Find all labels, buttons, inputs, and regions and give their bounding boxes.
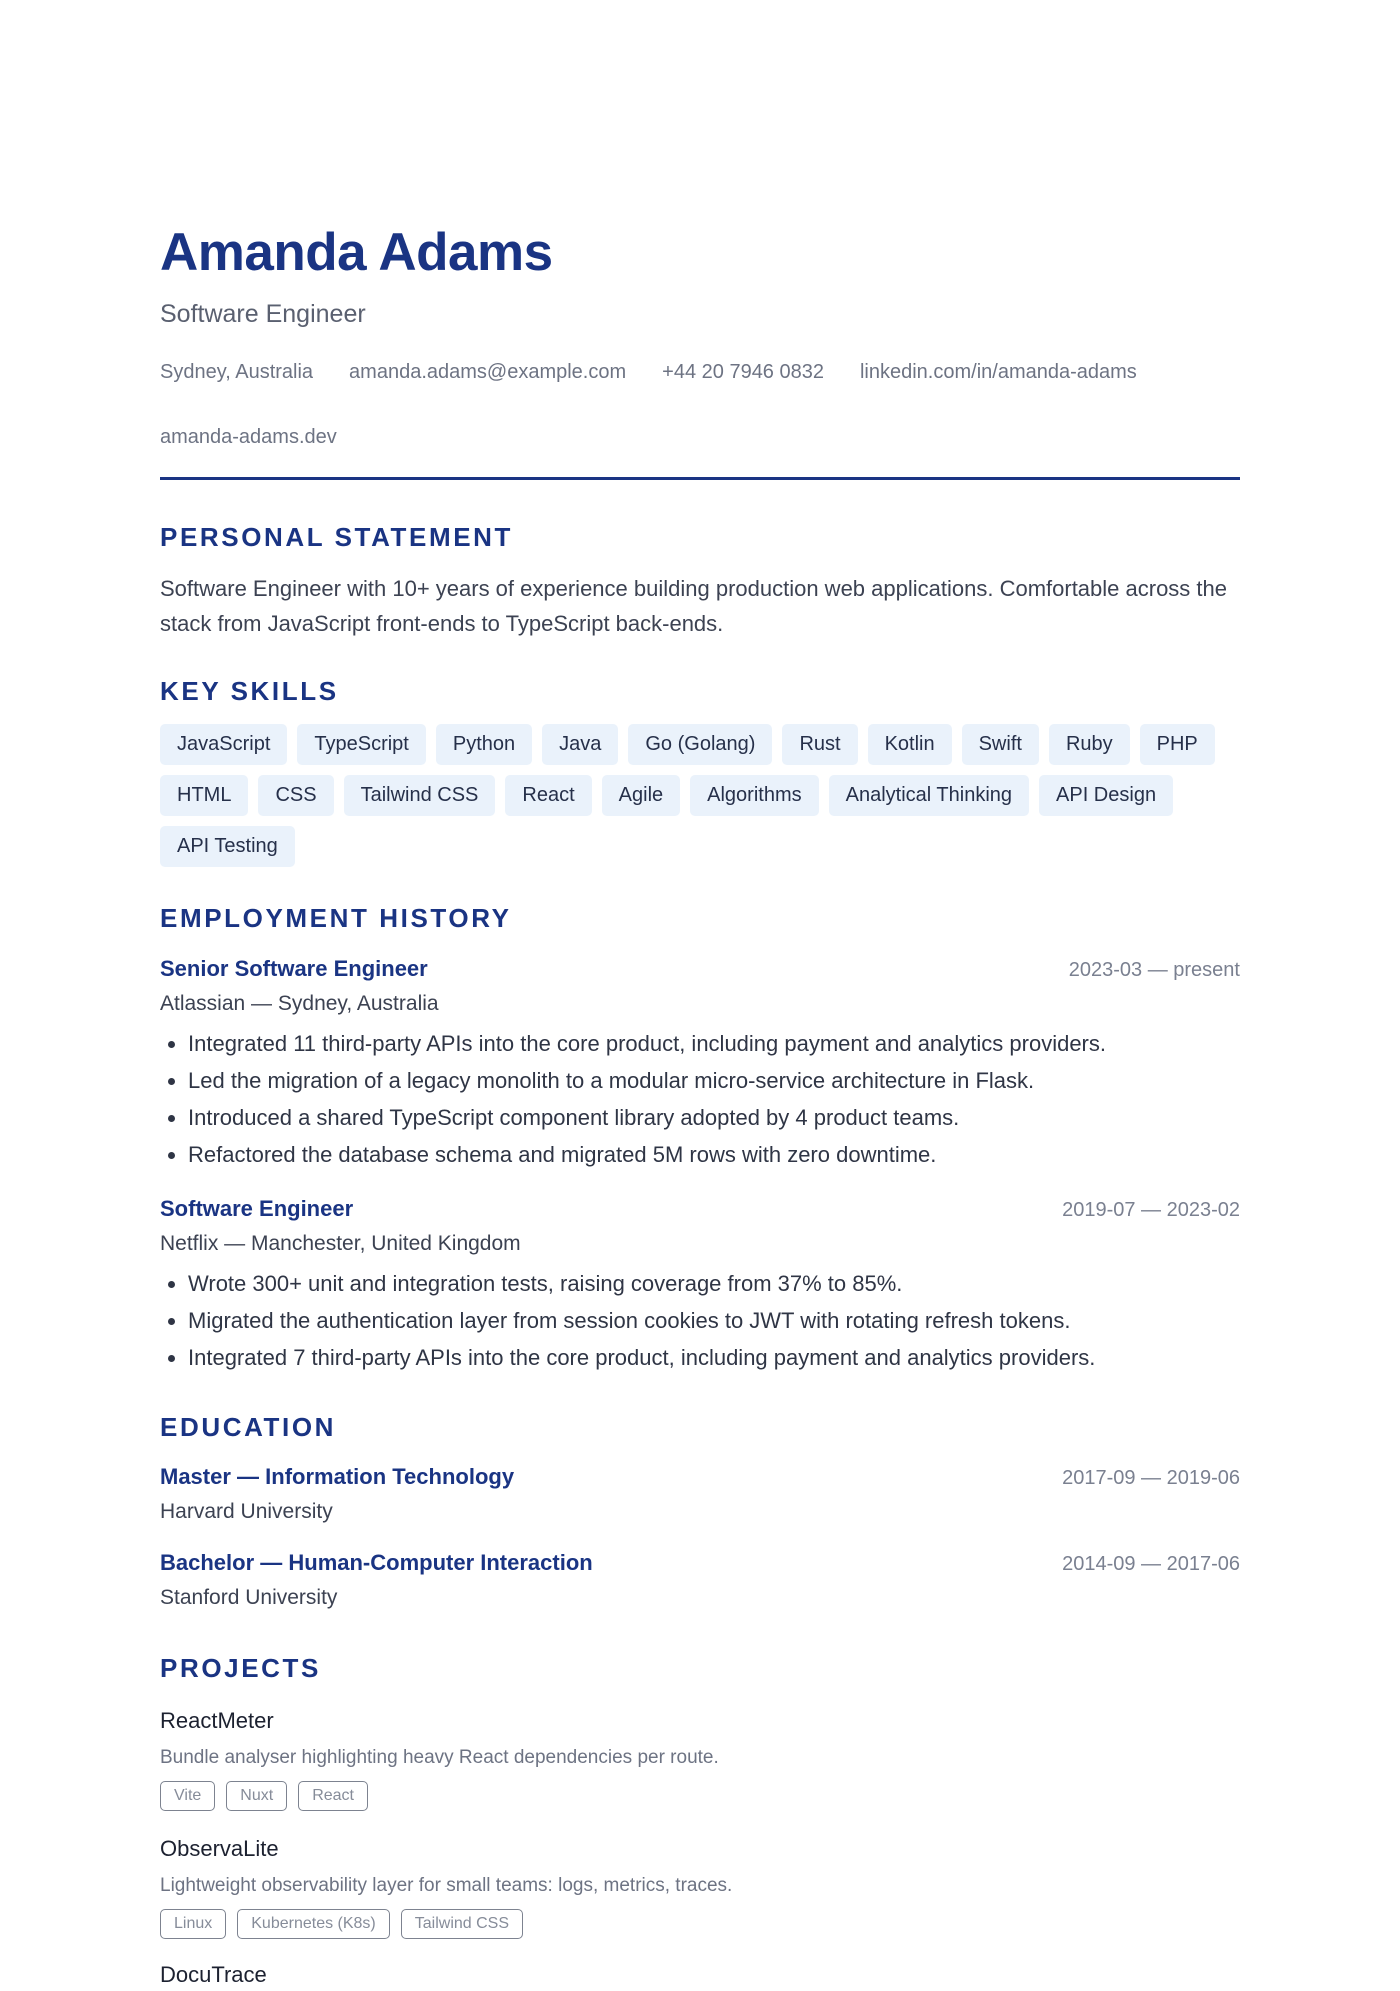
education-dates: 2014-09 — 2017-06 <box>1062 1553 1240 1575</box>
job-bullet: • Refactored the database schema and migrated 5M rows with zero downtime. <box>188 1136 1240 1173</box>
job-bullet: • Wrote 300+ unit and integration tests, raising coverage from 37% to 85%. <box>188 1265 1240 1302</box>
skill-chip: Go (Golang) <box>628 724 772 765</box>
education-school: Harvard University <box>160 1500 333 1523</box>
education-degree: Bachelor — Human-Computer Interaction <box>160 1550 593 1575</box>
skill-chip: Java <box>542 724 618 765</box>
project-tag: Nuxt <box>226 1781 287 1811</box>
contact-location: Sydney, Australia <box>160 361 314 383</box>
skill-chip: Tailwind CSS <box>344 775 496 816</box>
project-entry <box>160 1705 1240 1811</box>
skill-chip: API Testing <box>160 826 295 867</box>
contact-phone[interactable]: +44 20 7946 0832 <box>662 361 824 383</box>
skill-chip: Agile <box>602 775 680 816</box>
project-name: ReactMeter <box>160 1708 274 1733</box>
job-organization: Atlassian — Sydney, Australia <box>160 992 439 1015</box>
project-tags <box>160 1909 1240 1939</box>
candidate-headline: Software Engineer <box>160 300 366 328</box>
skill-chip: Algorithms <box>690 775 818 816</box>
job-bullet: • Led the migration of a legacy monolith to a modular micro-service architecture in Flask. <box>188 1062 1240 1099</box>
contact-website[interactable]: amanda-adams.dev <box>160 426 337 448</box>
skill-chip: Analytical Thinking <box>829 775 1029 816</box>
project-tag: Vite <box>160 1781 215 1811</box>
skill-chip: HTML <box>160 775 248 816</box>
project-tag: Linux <box>160 1909 226 1939</box>
job-bullets <box>160 1265 1240 1376</box>
job-role: Software Engineer <box>160 1196 354 1221</box>
job-bullet: • Integrated 7 third-party APIs into the core product, including payment and analytics providers. <box>188 1339 1240 1376</box>
header-divider <box>160 477 1240 480</box>
skill-chip: Kotlin <box>868 724 952 765</box>
project-tag: React <box>298 1781 368 1811</box>
job-bullet: • Migrated the authentication layer from session cookies to JWT with rotating refresh tokens. <box>188 1302 1240 1339</box>
project-description: Lightweight observability layer for small teams: logs, metrics, traces. <box>160 1875 733 1896</box>
section-title-employment-history: EMPLOYMENT HISTORY <box>160 903 512 933</box>
skill-chip: PHP <box>1140 724 1215 765</box>
skill-chip: React <box>505 775 591 816</box>
job-bullets <box>160 1025 1240 1173</box>
education-school: Stanford University <box>160 1586 338 1609</box>
job-role: Senior Software Engineer <box>160 956 428 981</box>
project-tag: Tailwind CSS <box>401 1909 523 1939</box>
project-name-partial: DocuTrace <box>160 1962 267 1987</box>
skill-chip: API Design <box>1039 775 1173 816</box>
skill-chip: TypeScript <box>297 724 425 765</box>
skills-list <box>160 724 1240 867</box>
education-entry <box>160 1461 1240 1528</box>
job-bullet: • Introduced a shared TypeScript component library adopted by 4 product teams. <box>188 1099 1240 1136</box>
contact-linkedin[interactable]: linkedin.com/in/amanda-adams <box>859 361 1137 383</box>
job-bullet: • Integrated 11 third-party APIs into the core product, including payment and analytics providers. <box>188 1025 1240 1062</box>
project-description: Bundle analyser highlighting heavy React dependencies per route. <box>160 1747 719 1768</box>
project-tag: Kubernetes (K8s) <box>237 1909 390 1939</box>
skill-chip: Ruby <box>1049 724 1130 765</box>
resume-page <box>160 218 1240 1991</box>
contact-list <box>160 356 1240 486</box>
section-title-key-skills: KEY SKILLS <box>160 676 339 706</box>
skill-chip: CSS <box>258 775 333 816</box>
job-entry <box>160 1193 1240 1376</box>
project-entry <box>160 1833 1240 1939</box>
job-dates: 2019-07 — 2023-02 <box>1062 1199 1240 1221</box>
contact-email[interactable]: amanda.adams@example.com <box>349 361 627 383</box>
job-dates: 2023-03 — present <box>1068 959 1240 981</box>
skill-chip: Swift <box>962 724 1039 765</box>
education-dates: 2017-09 — 2019-06 <box>1062 1467 1240 1489</box>
project-name: ObservaLite <box>160 1836 279 1861</box>
education-entry <box>160 1547 1240 1614</box>
skill-chip: Python <box>436 724 532 765</box>
job-entry <box>160 953 1240 1173</box>
section-title-personal-statement: PERSONAL STATEMENT <box>160 522 514 552</box>
project-tags <box>160 1781 1240 1811</box>
job-organization: Netflix — Manchester, United Kingdom <box>160 1232 521 1255</box>
skill-chip: Rust <box>782 724 857 765</box>
education-degree: Master — Information Technology <box>160 1464 515 1489</box>
candidate-name: Amanda Adams <box>160 223 553 282</box>
skill-chip: JavaScript <box>160 724 287 765</box>
personal-statement-text: Software Engineer with 10+ years of experience building production web applications. Comfortable across the stack from JavaScript front-ends to TypeScript back-ends. <box>160 576 1227 636</box>
section-title-education: EDUCATION <box>160 1412 337 1442</box>
section-title-projects: PROJECTS <box>160 1653 321 1683</box>
